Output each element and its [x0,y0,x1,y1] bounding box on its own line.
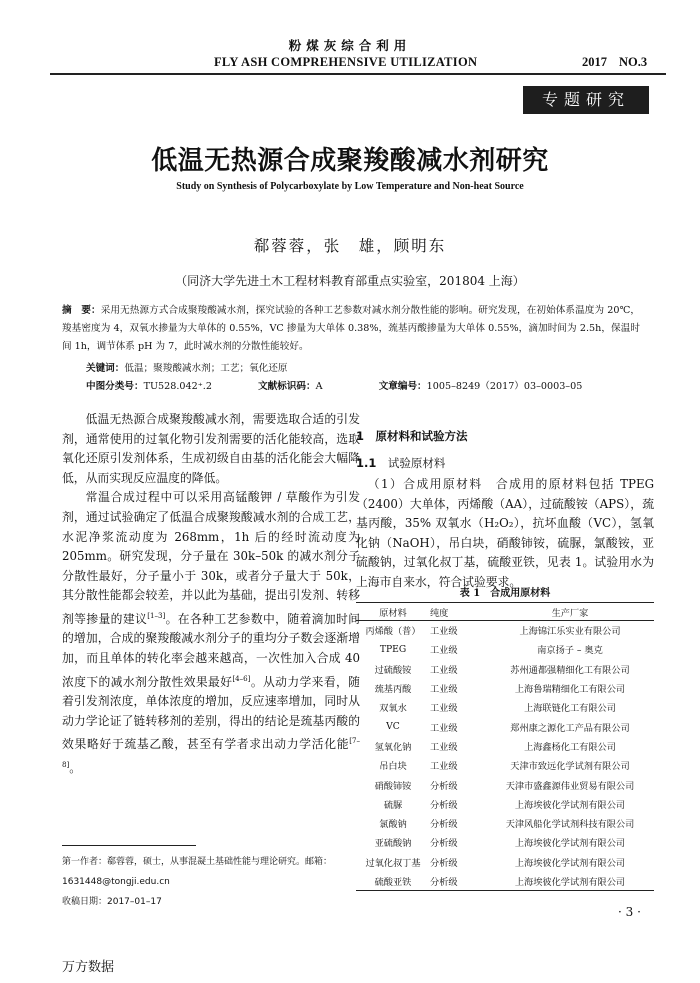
intro-text-d: 。 [69,760,82,775]
manufacturer-cell: 上海鑫杨化工有限公司 [524,741,616,753]
table-row [356,813,654,832]
purity-cell: 分析级 [430,876,458,888]
page-number: · 3 · [618,905,641,919]
keywords [86,360,287,374]
material-cell: 氢氧化钠 [374,741,412,753]
manufacturer-cell: 上海埃彼化学试剂有限公司 [514,876,626,888]
material-cell: TPEG [379,643,407,655]
classification-line [86,378,582,392]
manufacturer-cell: 郑州康之源化工产品有限公司 [510,722,630,734]
body-left-column [62,410,360,778]
abstract-text: 采用无热源方式合成聚羧酸减水剂，探究试验的各种工艺参数对减水剂分散性能的影响。研究发现，在初始体系温度为 20℃，羧基密度为 4，双氧水掺量为大单体的 0.55%，VC 掺量为大单体 0.38%，巯基丙酸掺量为大单体 0.55%，滴加时间为 2.5h，保温时间 1h，调节体系 pH 为 7，此时减水剂的分散性能较好。 [62,305,640,352]
table-row [356,698,654,717]
table-header-cell: 原材料 [379,607,407,619]
table-row [356,678,654,697]
purity-cell: 工业级 [430,722,458,734]
material-cell: 硝酸铈铵 [374,780,412,792]
table-row [356,794,654,813]
material-cell: 过氧化叔丁基 [365,857,421,869]
table-caption: 表 1 合成用原材料 [459,588,551,599]
manufacturer-cell: 天津市盛鑫源伟业贸易有限公司 [505,780,635,792]
purity-cell: 分析级 [430,780,458,792]
materials-table [356,602,654,891]
article-title-cn: 低温无热源合成聚羧酸减水剂研究 [151,146,549,176]
material-cell: 吊白块 [379,761,407,773]
manufacturer-cell: 天津市致远化学试剂有限公司 [510,761,630,773]
citation-ref: [1–3] [147,610,166,620]
section-heading-1: 1 原材料和试验方法 [356,429,468,443]
purity-cell: 工业级 [430,761,458,773]
manufacturer-cell: 天津风船化学试剂科技有限公司 [505,819,635,831]
keywords-text: 低温；聚羧酸减水剂；工艺；氧化还原 [124,363,288,374]
manufacturer-cell: 上海埃彼化学试剂有限公司 [514,838,626,850]
table-row [356,871,654,890]
footnote-author: 第一作者：郗蓉蓉，硕士，从事混凝土基础性能与理论研究。邮箱：1631448@tongji.edu.cn [62,857,333,887]
article-no-value: 1005–8249（2017）03–0003–05 [426,381,583,392]
clc-label: 中图分类号： [86,381,144,392]
purity-cell: 工业级 [430,664,458,676]
abstract-label: 摘 要： [62,305,101,316]
table-row [356,736,654,755]
watermark: 万方数据 [62,960,115,975]
purity-cell: 工业级 [430,703,458,715]
doc-code-label: 文献标识码： [258,381,316,392]
purity-cell: 分析级 [430,838,458,850]
table-header-cell: 纯度 [430,607,449,619]
intro-paragraph-2 [62,488,360,778]
header-divider [50,73,666,75]
table-row [356,852,654,871]
table-header-row [356,603,654,621]
table-row [356,640,654,659]
manufacturer-cell: 上海锦江乐实业有限公司 [519,626,621,638]
table-row [356,659,654,678]
citation-ref: [7–8] [62,736,360,769]
abstract [62,302,640,356]
table-row [356,756,654,775]
materials-paragraph: （1）合成用原材料 合成用的原材料包括 TPEG（2400）大单体，丙烯酸（AA），过硫酸铵（APS），巯基丙酸，35% 双氧水（H₂O₂），抗坏血酸（VC），氢氧化钠（NaOH），吊白块，硝酸铈铵，硫脲，氯酸铵，亚硫酸钠，过氧化叔丁基，硫酸亚铁，见表 1。试验用水为上海市自来水，符合试验要求。 [356,477,654,589]
purity-cell: 分析级 [430,799,458,811]
material-cell: 亚硫酸钠 [374,838,412,850]
journal-title-en: FLY ASH COMPREHENSIVE UTILIZATION [214,55,478,69]
article-no-label: 文章编号： [378,381,427,392]
section-number: 1.1 [356,456,377,470]
journal-title-cn: 粉煤灰综合利用 [288,38,412,53]
doc-code-value: A [315,381,323,392]
manufacturer-cell: 上海鲁瑞精细化工有限公司 [514,684,626,696]
material-cell: 丙烯酸（普） [365,626,421,638]
manufacturer-cell: 上海埃彼化学试剂有限公司 [514,799,626,811]
body-right-column [356,475,654,593]
table-header-cell: 生产厂家 [551,607,589,619]
issue-info [582,55,647,70]
material-cell: 氯酸钠 [379,819,407,831]
intro-paragraph-1: 低温无热源合成聚羧酸减水剂，需要选取合适的引发剂，通常使用的过氧化物引发剂需要的活化能较高，选取氧化还原引发剂体系，生成初级自由基的活化能会大幅降低，从而实现反应温度的降低。 [62,412,360,485]
table-row [356,775,654,794]
purity-cell: 工业级 [430,645,458,657]
purity-cell: 工业级 [430,684,458,696]
section-heading-1-1 [356,455,445,471]
material-cell: 过硫酸铵 [374,664,412,676]
citation-ref: [4–6] [232,673,251,683]
purity-cell: 工业级 [430,626,458,638]
clc-value: TU528.042⁺.2 [143,381,212,392]
section-title: 试验原材料 [387,456,446,470]
keywords-label: 关键词： [86,363,125,374]
purity-cell: 分析级 [430,857,458,869]
article-title-en: Study on Synthesis of Polycarboxylate by Low Temperature and Non-heat Source [176,181,524,192]
purity-cell: 工业级 [430,741,458,753]
intro-text-a: 常温合成过程中可以采用高锰酸钾 / 草酸作为引发剂，通过试验确定了低温合成聚羧酸减水剂的合成工艺，水泥净浆流动度为 268mm，1h 后的经时流动度为 205mm。研究发现，分子量在 30k–50k 的减水剂分子分散性最好，分子量小于 30k，或者分子量大于 50k，其分散性能都会较差，并以此为基础，提出引发剂、转移剂等掺量的建议 [62,490,360,626]
footnote-received: 收稿日期：2017–01–17 [62,897,162,907]
material-cell: 双氧水 [379,703,407,715]
issue-number: NO.3 [619,55,648,69]
manufacturer-cell: 上海埃彼化学试剂有限公司 [514,857,626,869]
table-row [356,621,654,640]
affiliation: （同济大学先进土木工程材料教育部重点实验室，201804 上海） [175,274,525,288]
material-cell: VC [386,721,400,733]
manufacturer-cell: 南京扬子 – 奥克 [537,645,603,657]
material-cell: 硫脲 [383,799,403,811]
table-row [356,717,654,736]
issue-year: 2017 [582,55,607,69]
footnote [40,852,360,912]
intro-text-c: 。从动力学来看，随着引发剂浓度，单体浓度的增加，反应速率增加，同时从动力学论证了链转移剂的差别，得出的结论是巯基丙酸的效果略好于巯基乙酸，甚至有学者求出动力学活化能 [62,674,360,752]
footnote-divider [62,845,196,846]
section-badge: 专题研究 [523,86,649,114]
manufacturer-cell: 上海联链化工有限公司 [524,703,616,715]
intro-text-b: 。在各种工艺参数中，随着滴加时间的增加，合成的聚羧酸减水剂分子的重均分子数会逐渐增加，而且单体的转化率会越来越高，一次性加入合成 40 浓度下的减水剂分散性效果最好 [62,611,360,689]
table-row [356,833,654,852]
manufacturer-cell: 苏州通都强精细化工有限公司 [510,664,630,676]
material-cell: 硫酸亚铁 [374,876,412,888]
purity-cell: 分析级 [430,819,458,831]
material-cell: 巯基丙酸 [374,684,412,696]
authors: 郗蓉蓉，张 雄，顾明东 [253,237,447,255]
